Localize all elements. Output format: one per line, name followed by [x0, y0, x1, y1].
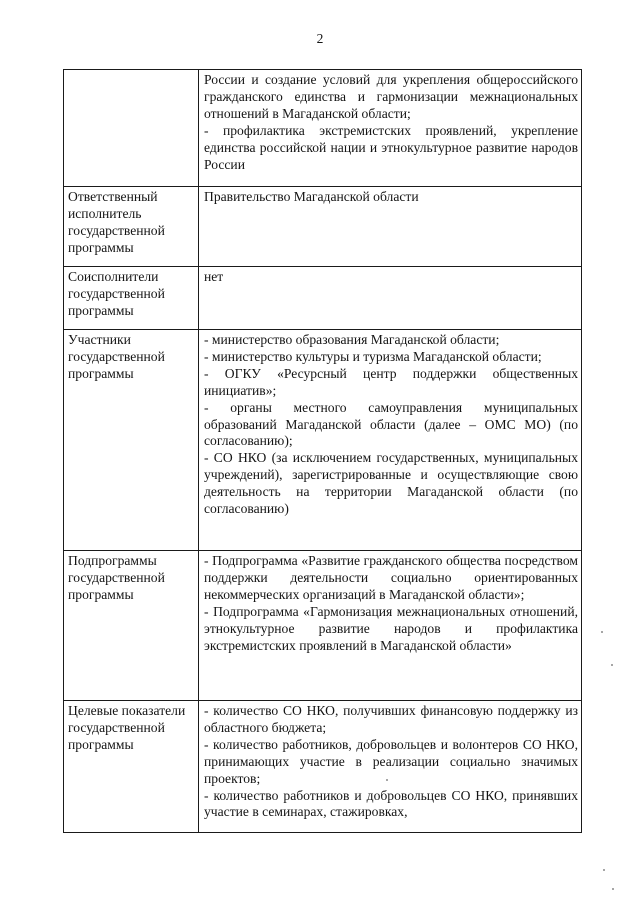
row-label: Участники государственной программы	[64, 330, 199, 551]
content-paragraph: - СО НКО (за исключением государственных, муниципальных учреждений), зарегистрированные и осуществляющие свою деятельность на территории Магаданской области (по согласованию)	[204, 450, 578, 517]
row-label: Ответственный исполнитель государственной программы	[64, 187, 199, 267]
row-content	[199, 70, 582, 187]
content-paragraph: - профилактика экстремистских проявлений, укрепление единства российской нации и этнокультурное развитие народов России	[204, 122, 578, 172]
content-paragraph: Правительство Магаданской области	[204, 189, 419, 204]
table-row	[64, 330, 582, 551]
content-paragraph: - органы местного самоуправления муниципальных образований Магаданской области (далее – ОМС МО) (по согласованию);	[204, 399, 578, 449]
scan-speck	[611, 664, 613, 666]
row-content	[199, 551, 582, 701]
table-row	[64, 267, 582, 330]
table-row	[64, 70, 582, 187]
content-paragraph: - количество работников, добровольцев и волонтеров СО НКО, принимающих участие в реализации социально значимых проектов;	[204, 736, 578, 786]
content-paragraph: - ОГКУ «Ресурсный центр поддержки общественных инициатив»;	[204, 365, 578, 398]
scan-speck	[386, 779, 388, 781]
program-passport-table	[63, 69, 582, 833]
row-label: Подпрограммы государственной программы	[64, 551, 199, 701]
row-content	[199, 330, 582, 551]
content-paragraph: - министерство культуры и туризма Магаданской области;	[204, 348, 542, 364]
content-paragraph: - Подпрограмма «Развитие гражданского общества посредством поддержки деятельности социально ориентированных некоммерческих организаций в Магаданской области»;	[204, 553, 578, 602]
content-paragraph: - министерство образования Магаданской области;	[204, 332, 500, 347]
content-paragraph: - количество СО НКО, получивших финансовую поддержку из областного бюджета;	[204, 703, 578, 735]
row-content	[199, 267, 582, 330]
scan-speck	[612, 888, 614, 890]
scan-speck	[603, 869, 605, 871]
scan-speck	[601, 631, 603, 633]
content-paragraph: - количество работников и добровольцев СО НКО, принявших участие в семинарах, стажировках,	[204, 787, 578, 820]
row-label	[64, 70, 199, 187]
row-content	[199, 701, 582, 833]
page-number: 2	[316, 31, 324, 46]
row-label: Целевые показатели государственной программы	[64, 701, 199, 833]
table-row	[64, 187, 582, 267]
table-row	[64, 701, 582, 833]
row-content	[199, 187, 582, 267]
content-paragraph: нет	[204, 269, 224, 284]
content-paragraph: - Подпрограмма «Гармонизация межнациональных отношений, этнокультурное развитие народов и профилактика экстремистских проявлений в Магаданской области»	[204, 603, 578, 653]
content-paragraph: России и создание условий для укрепления общероссийского гражданского единства и гармонизации межнациональных отношений в Магаданской области;	[204, 72, 578, 121]
row-label: Соисполнители государственной программы	[64, 267, 199, 330]
table-row	[64, 551, 582, 701]
